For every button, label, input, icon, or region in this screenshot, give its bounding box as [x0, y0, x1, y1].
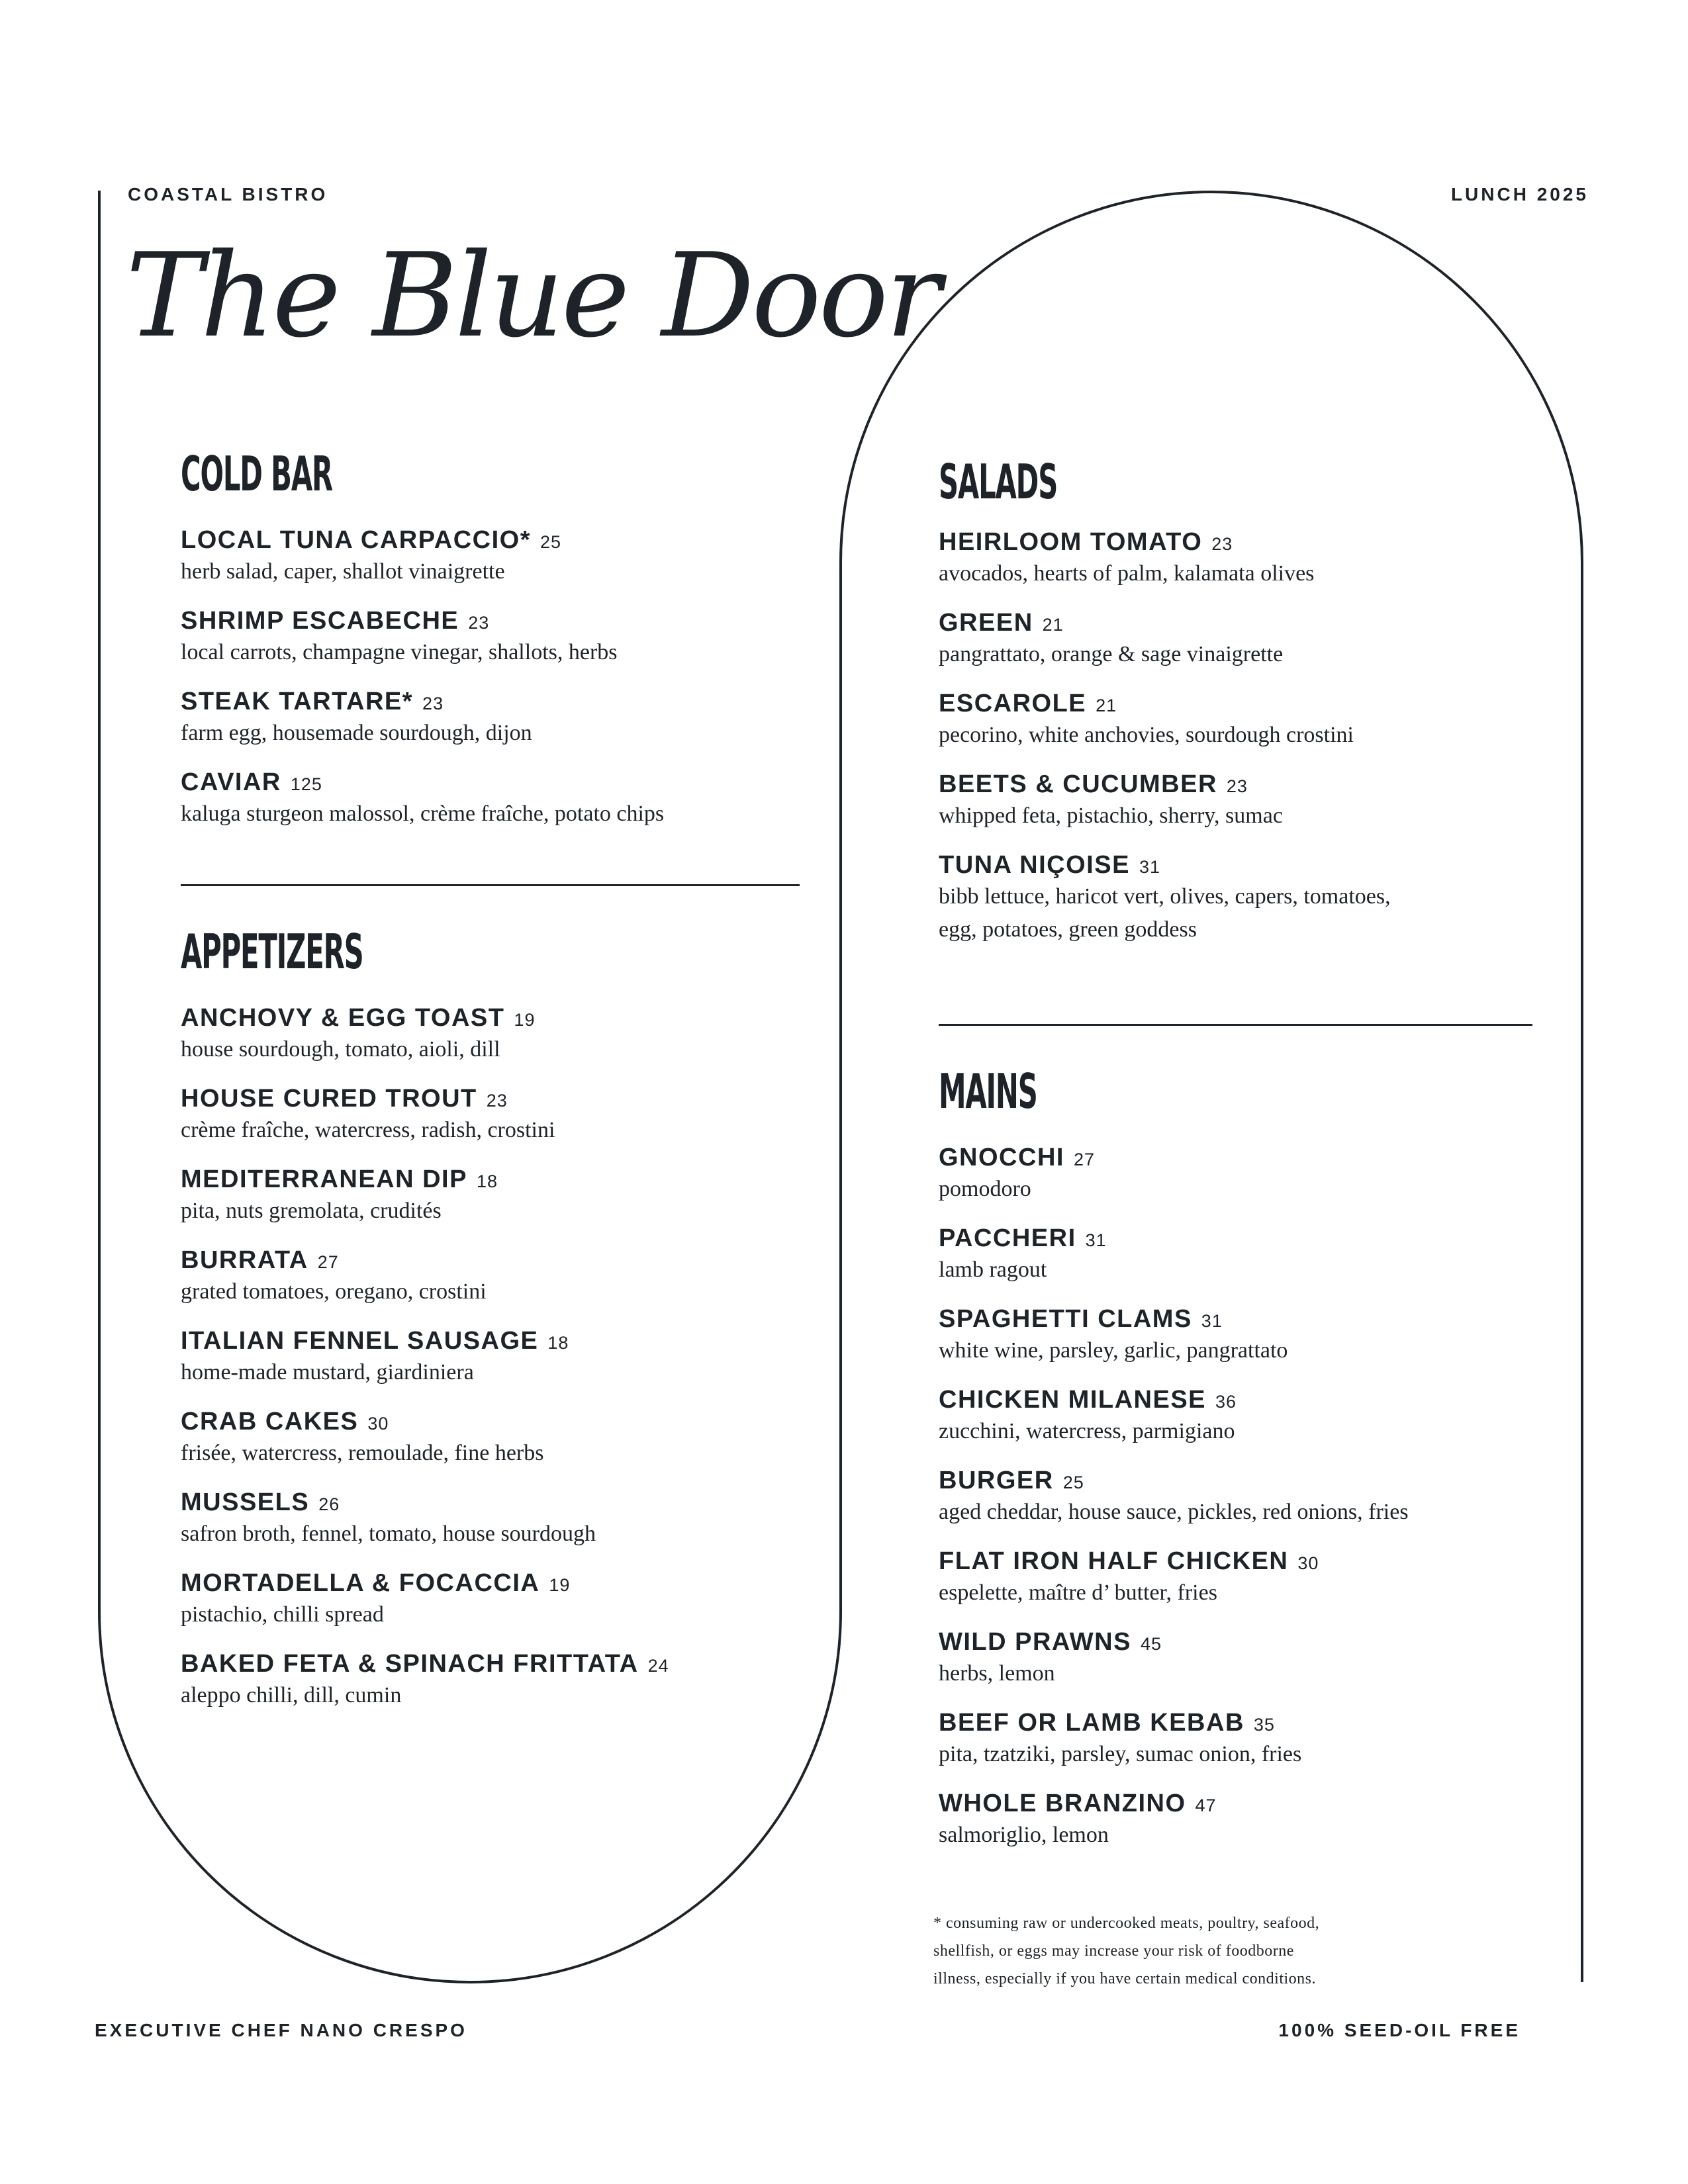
menu-item: [939, 852, 1391, 946]
item-description: crème fraîche, watercress, radish, crostini: [181, 1118, 555, 1142]
menu-item: [181, 1570, 669, 1631]
item-price: 23: [1226, 776, 1248, 796]
item-description-continued: egg, potatoes, green goddess: [939, 917, 1197, 942]
item-description: espelette, maître d’ butter, fries: [939, 1580, 1217, 1605]
menu-item: [181, 1005, 669, 1066]
item-price: 21: [1096, 696, 1117, 715]
item-price: 26: [318, 1494, 340, 1514]
item-price: 31: [1201, 1311, 1223, 1331]
menu-item: [181, 1409, 669, 1470]
item-description: aleppo chilli, dill, cumin: [181, 1683, 402, 1707]
menu-item: [181, 1328, 669, 1389]
item-price: 21: [1042, 615, 1064, 635]
menu-item: [181, 527, 664, 588]
section-mains: [939, 1064, 1409, 1852]
item-description: avocados, hearts of palm, kalamata olives: [939, 561, 1315, 586]
menu-item: [181, 1490, 669, 1551]
item-name: BEEF OR LAMB KEBAB: [939, 1709, 1244, 1737]
item-price: 18: [476, 1171, 498, 1191]
item-price: 125: [290, 774, 322, 794]
item-description: pangrattato, orange & sage vinaigrette: [939, 642, 1284, 666]
menu-item: [939, 1387, 1409, 1448]
item-price: 35: [1253, 1715, 1275, 1735]
section-title: APPETIZERS: [181, 924, 363, 979]
item-name: ANCHOVY & EGG TOAST: [181, 1004, 505, 1032]
disclaimer-line: illness, especially if you have certain medical conditions.: [933, 1970, 1316, 1987]
section-title: COLD BAR: [181, 446, 332, 502]
item-name: BEETS & CUCUMBER: [939, 770, 1217, 798]
section-title: MAINS: [939, 1064, 1037, 1119]
menu-item: [181, 689, 664, 750]
menu-item: [181, 1651, 669, 1712]
item-description: bibb lettuce, haricot vert, olives, capers, tomatoes,: [939, 884, 1391, 909]
item-description: herbs, lemon: [939, 1661, 1055, 1686]
item-price: 30: [1297, 1553, 1319, 1573]
brand-label: COASTAL BISTRO: [128, 184, 328, 205]
item-name: WILD PRAWNS: [939, 1628, 1131, 1656]
menu-item: [939, 1226, 1409, 1287]
item-name: BURGER: [939, 1467, 1054, 1494]
item-price: 45: [1140, 1634, 1162, 1654]
menu-item: [939, 1549, 1409, 1610]
item-price: 19: [514, 1010, 536, 1030]
menu-item: [939, 1629, 1409, 1690]
food-safety-disclaimer: [933, 1909, 1436, 1993]
item-name: SHRIMP ESCABECHE: [181, 607, 459, 635]
section-title: SALADS: [939, 454, 1058, 510]
item-name: BAKED FETA & SPINACH FRITTATA: [181, 1650, 639, 1678]
menu-item: [181, 1086, 669, 1147]
item-name: BURRATA: [181, 1246, 308, 1274]
item-description: salmoriglio, lemon: [939, 1823, 1109, 1847]
menu-item: [181, 608, 664, 669]
item-description: safron broth, fennel, tomato, house sourdough: [181, 1522, 596, 1546]
seed-oil-free-note: 100% SEED-OIL FREE: [1278, 2020, 1521, 2040]
menu-item: [939, 1791, 1409, 1852]
item-description: pecorino, white anchovies, sourdough crostini: [939, 723, 1354, 747]
item-name: SPAGHETTI CLAMS: [939, 1305, 1192, 1333]
item-price: 25: [1062, 1473, 1084, 1492]
item-name: MORTADELLA & FOCACCIA: [181, 1569, 540, 1597]
menu-item: [181, 1167, 669, 1228]
item-description: frisée, watercress, remoulade, fine herbs: [181, 1441, 544, 1465]
item-name: PACCHERI: [939, 1224, 1076, 1252]
section-divider: [181, 884, 800, 886]
item-description: pomodoro: [939, 1177, 1031, 1201]
section-appetizers: [181, 924, 669, 1712]
menu-item: [939, 610, 1391, 671]
item-name: MEDITERRANEAN DIP: [181, 1165, 467, 1193]
item-description: house sourdough, tomato, aioli, dill: [181, 1037, 500, 1062]
item-name: ITALIAN FENNEL SAUSAGE: [181, 1327, 539, 1355]
item-description: local carrots, champagne vinegar, shallots, herbs: [181, 640, 618, 664]
item-description: kaluga sturgeon malossol, crème fraîche, potato chips: [181, 801, 665, 826]
section-salads: [939, 454, 1391, 946]
item-price: 27: [317, 1252, 339, 1272]
item-description: white wine, parsley, garlic, pangrattato: [939, 1338, 1288, 1363]
item-price: 18: [547, 1333, 569, 1353]
menu-item: [939, 1468, 1409, 1529]
item-name: HOUSE CURED TROUT: [181, 1085, 477, 1113]
season-label: LUNCH 2025: [1450, 184, 1589, 205]
item-description: pistachio, chilli spread: [181, 1602, 384, 1627]
disclaimer-line: shellfish, or eggs may increase your risk of foodborne: [933, 1942, 1294, 1960]
menu-item: [939, 1306, 1409, 1367]
item-price: 27: [1073, 1150, 1095, 1169]
item-price: 47: [1195, 1796, 1217, 1815]
item-name: GREEN: [939, 609, 1033, 637]
item-name: FLAT IRON HALF CHICKEN: [939, 1547, 1289, 1575]
item-price: 19: [549, 1575, 571, 1595]
disclaimer-line: * consuming raw or undercooked meats, poultry, seafood,: [933, 1915, 1320, 1932]
item-price: 25: [540, 532, 562, 552]
menu-item: [939, 1710, 1409, 1771]
executive-chef-credit: EXECUTIVE CHEF NANO CRESPO: [95, 2020, 467, 2040]
menu-item: [939, 772, 1391, 833]
section-cold-bar: [181, 446, 665, 831]
item-description: pita, tzatziki, parsley, sumac onion, fries: [939, 1742, 1302, 1766]
menu-item: [939, 529, 1391, 590]
item-name: CAVIAR: [181, 768, 281, 796]
item-description: zucchini, watercress, parmigiano: [939, 1419, 1235, 1443]
item-description: farm egg, housemade sourdough, dijon: [181, 721, 532, 745]
item-price: 23: [468, 613, 490, 633]
item-description: pita, nuts gremolata, crudités: [181, 1199, 442, 1223]
item-name: ESCAROLE: [939, 690, 1087, 717]
item-description: aged cheddar, house sauce, pickles, red onions, fries: [939, 1500, 1409, 1524]
item-price: 23: [422, 694, 444, 713]
item-name: STEAK TARTARE*: [181, 688, 414, 715]
item-price: 31: [1085, 1230, 1107, 1250]
item-price: 30: [367, 1414, 389, 1433]
item-price: 31: [1139, 857, 1160, 877]
menu-item: [939, 1145, 1409, 1206]
item-price: 36: [1215, 1392, 1237, 1412]
item-price: 23: [1211, 534, 1233, 554]
menu-item: [939, 691, 1391, 752]
menu-item: [181, 770, 664, 831]
section-divider: [939, 1024, 1532, 1026]
item-name: CHICKEN MILANESE: [939, 1386, 1207, 1414]
item-name: GNOCCHI: [939, 1144, 1064, 1171]
item-price: 23: [486, 1091, 508, 1111]
item-name: LOCAL TUNA CARPACCIO*: [181, 526, 532, 554]
item-description: lamb ragout: [939, 1257, 1047, 1282]
item-name: TUNA NIÇOISE: [939, 851, 1130, 879]
item-price: 24: [647, 1656, 669, 1676]
item-description: whipped feta, pistachio, sherry, sumac: [939, 803, 1283, 828]
item-name: CRAB CAKES: [181, 1408, 359, 1435]
restaurant-title: The Blue Door: [126, 229, 939, 363]
menu-item: [181, 1248, 669, 1308]
item-description: home-made mustard, giardiniera: [181, 1360, 474, 1385]
item-name: HEIRLOOM TOMATO: [939, 528, 1203, 556]
item-name: MUSSELS: [181, 1488, 310, 1516]
item-description: grated tomatoes, oregano, crostini: [181, 1279, 487, 1304]
item-description: herb salad, caper, shallot vinaigrette: [181, 559, 505, 584]
item-name: WHOLE BRANZINO: [939, 1790, 1186, 1817]
